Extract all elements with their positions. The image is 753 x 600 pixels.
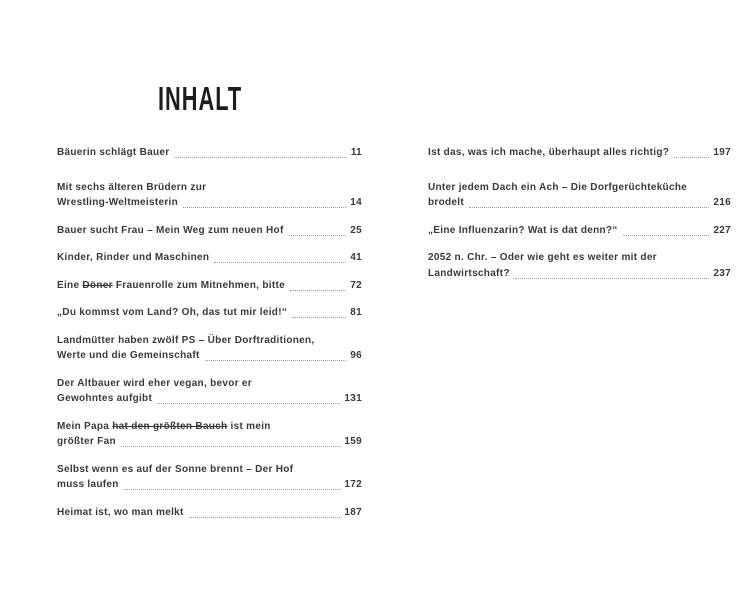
page-number: 159: [344, 436, 362, 447]
page-number: 131: [344, 393, 362, 404]
toc-entry-line: [428, 250, 731, 266]
toc-entry: [57, 376, 362, 407]
page-number: 25: [350, 224, 362, 236]
toc-entry: [57, 419, 362, 450]
toc-entry: [428, 180, 731, 211]
toc-entry-line: [57, 419, 362, 435]
dot-leader: [290, 290, 346, 291]
dot-leader: [205, 360, 347, 361]
dot-leader: [674, 157, 709, 158]
toc-entry-line: [57, 376, 362, 392]
toc-entry-line: [428, 195, 731, 211]
toc-entry: [57, 505, 362, 521]
toc-column-right: [428, 145, 731, 293]
toc-entry: [57, 250, 362, 266]
dot-leader: [189, 517, 341, 518]
page-number: 11: [350, 147, 362, 158]
toc-entry-text: 2052 n. Chr. – Oder wie geht es weiter mit der: [428, 252, 657, 263]
page-number: 72: [350, 279, 362, 291]
toc-entry: [57, 278, 362, 294]
toc-entry-line: [57, 477, 362, 493]
page-number: 14: [350, 197, 362, 208]
toc-entry-text: Unter jedem Dach ein Ach – Die Dorfgerüchteküche: [428, 181, 688, 193]
toc-entry-text: „Eine Influenzarin? Wat is dat denn?“: [428, 224, 618, 236]
toc-entry: [428, 145, 731, 161]
toc-entry-line: [428, 266, 731, 282]
toc-entry-text: Werte und die Gemeinschaft: [57, 350, 200, 361]
toc-entry: [57, 180, 362, 211]
toc-entry-line: [57, 333, 362, 349]
struck-text: hat den größten Bauch: [112, 420, 228, 432]
toc-entry-line: [428, 180, 731, 196]
toc-entry-line: [57, 180, 362, 196]
dot-leader: [124, 489, 341, 490]
toc-entry: [57, 223, 362, 239]
toc-entry-text: „Du kommst vom Land? Oh, das tut mir leid!“: [57, 307, 288, 318]
dot-leader: [183, 207, 346, 208]
dot-leader: [174, 157, 346, 158]
toc-column-left: [57, 145, 362, 532]
dot-leader: [469, 207, 709, 208]
toc-entry: [57, 145, 362, 161]
toc-entry-text: Gewohntes aufgibt: [57, 393, 153, 404]
toc-entry-text: Landmütter haben zwölf PS – Über Dorftraditionen,: [57, 334, 315, 346]
toc-entry-text: Wrestling-Weltmeisterin: [57, 197, 178, 208]
toc-entry-text: Bauer sucht Frau – Mein Weg zum neuen Hof: [57, 224, 284, 236]
dot-leader: [292, 317, 346, 318]
toc-entry-text: Mein Papa hat den größten Bauch ist mein: [57, 420, 271, 432]
page-number: 96: [350, 350, 362, 361]
dot-leader: [157, 403, 340, 404]
toc-entry: [428, 223, 731, 239]
struck-text: Döner: [82, 279, 113, 291]
toc-entry-line: [428, 223, 731, 239]
toc-entry-text: Ist das, was ich mache, überhaupt alles richtig?: [428, 147, 670, 158]
toc-entry-line: [57, 462, 362, 478]
toc-entry-line: [57, 505, 362, 521]
toc-entry-text: Der Altbauer wird eher vegan, bevor er: [57, 377, 252, 389]
toc-entry: [428, 250, 731, 281]
dot-leader: [515, 278, 710, 279]
page-number: 81: [350, 307, 362, 318]
toc-entry-line: [57, 250, 362, 266]
toc-entry-text: brodelt: [428, 197, 464, 208]
page-number: 187: [344, 506, 362, 518]
toc-entry-text: größter Fan: [57, 436, 116, 447]
toc-entry: [57, 462, 362, 493]
toc-entry-line: [428, 145, 731, 161]
page-number: 172: [344, 479, 362, 490]
toc-entry: [57, 333, 362, 364]
toc-entry-text: muss laufen: [57, 479, 119, 490]
toc-entry-line: [57, 305, 362, 321]
dot-leader: [121, 446, 341, 447]
toc-entry-line: [57, 195, 362, 211]
toc-entry-text: Selbst wenn es auf der Sonne brennt – Der Hof: [57, 463, 294, 475]
toc-entry-text: Bäuerin schlägt Bauer: [57, 147, 170, 158]
dot-leader: [289, 235, 347, 236]
toc-entry-line: [57, 145, 362, 161]
page-number: 237: [713, 267, 731, 279]
toc-entry-text: Kinder, Rinder und Maschinen: [57, 252, 210, 263]
page-number: 216: [713, 197, 731, 208]
toc-entry-text: Eine Döner Frauenrolle zum Mitnehmen, bitte: [57, 279, 285, 291]
toc-entry-line: [57, 223, 362, 239]
toc-entry-text: Landwirtschaft?: [428, 267, 510, 279]
toc-entry-text: Mit sechs älteren Brüdern zur: [57, 181, 207, 193]
page-title: INHALT: [158, 80, 243, 117]
page-number: 227: [713, 224, 731, 236]
page-number: 41: [350, 252, 362, 263]
toc-entry: [57, 305, 362, 321]
dot-leader: [214, 262, 346, 263]
toc-entry-line: [57, 434, 362, 450]
toc-entry-line: [57, 278, 362, 294]
dot-leader: [623, 235, 710, 236]
page-number: 197: [713, 147, 731, 158]
toc-entry-text: Heimat ist, wo man melkt: [57, 506, 184, 518]
toc-entry-line: [57, 391, 362, 407]
toc-entry-line: [57, 348, 362, 364]
